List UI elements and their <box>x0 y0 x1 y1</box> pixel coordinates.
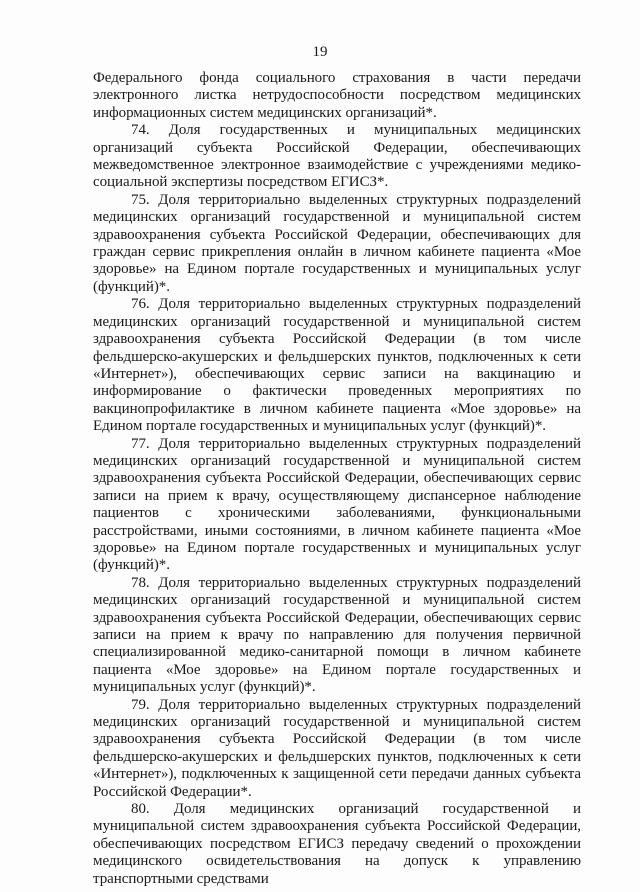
paragraph-item-77: 77. Доля территориально выделенных структурных подразделений медицинских организаций государственной и муниципальной систем здравоохранения субъекта Российской Федерации, обеспечивающих сервис записи на прием к врачу, осуществляющему диспансерное наблюдение пациентов с хроническими заболеваниями, функциональными расстройствами, иными состояниями, в личном кабинете пациента «Мое здоровье» на Едином портале государственных и муниципальных услуг (функций)*. <box>93 435 581 574</box>
page-number: 19 <box>312 44 328 60</box>
paragraph-item-78: 78. Доля территориально выделенных структурных подразделений медицинских организаций государственной и муниципальной систем здравоохранения субъекта Российской Федерации, обеспечивающих сервис записи на прием к врачу по направлению для получения первичной специализированной медико-санитарной помощи в личном кабинете пациента «Мое здоровье» на Едином портале государственных и муниципальных услуг (функций)*. <box>93 574 581 696</box>
paragraph-item-74: 74. Доля государственных и муниципальных медицинских организаций субъекта Российской Федерации, обеспечивающих межведомственное электронное взаимодействие с учреждениями медико-социальной экспертизы посредством ЕГИСЗ*. <box>93 122 581 191</box>
paragraph-item-75: 75. Доля территориально выделенных структурных подразделений медицинских организаций государственной и муниципальной систем здравоохранения субъекта Российской Федерации, обеспечивающих для граждан сервис прикрепления онлайн в личном кабинете пациента «Мое здоровье» на Едином портале государственных и муниципальных услуг (функций)*. <box>93 191 581 295</box>
paragraph-continuation: Федерального фонда социального страхования в части передачи электронного листка нетрудоспособности посредством медицинских информационных систем медицинских организаций*. <box>93 70 581 121</box>
paragraph-item-80: 80. Доля медицинских организаций государственной и муниципальной систем здравоохранения субъекта Российской Федерации, обеспечивающих посредством ЕГИСЗ передачу сведений о прохождении медицинского освидетельствования на допуск к управлению транспортными средствами <box>93 801 581 887</box>
paragraph-item-76: 76. Доля территориально выделенных структурных подразделений медицинских организаций государственной и муниципальной систем здравоохранения субъекта Российской Федерации (в том числе фельдшерско-акушерских и фельдшерских пунктов, подключенных к сети «Интернет»), обеспечивающих сервис записи на вакцинацию и информирование о фактически проведенных мероприятиях по вакцинопрофилактике в личном кабинете пациента «Мое здоровье» на Едином портале государственных и муниципальных услуг (функций)*. <box>93 296 581 435</box>
paragraph-item-79: 79. Доля территориально выделенных структурных подразделений медицинских организаций государственной и муниципальной систем здравоохранения субъекта Российской Федерации (в том числе фельдшерско-акушерских и фельдшерских пунктов, подключенных к сети «Интернет»), подключенных к защищенной сети передачи данных субъекта Российской Федерации*. <box>93 696 581 800</box>
document-body <box>93 70 581 888</box>
